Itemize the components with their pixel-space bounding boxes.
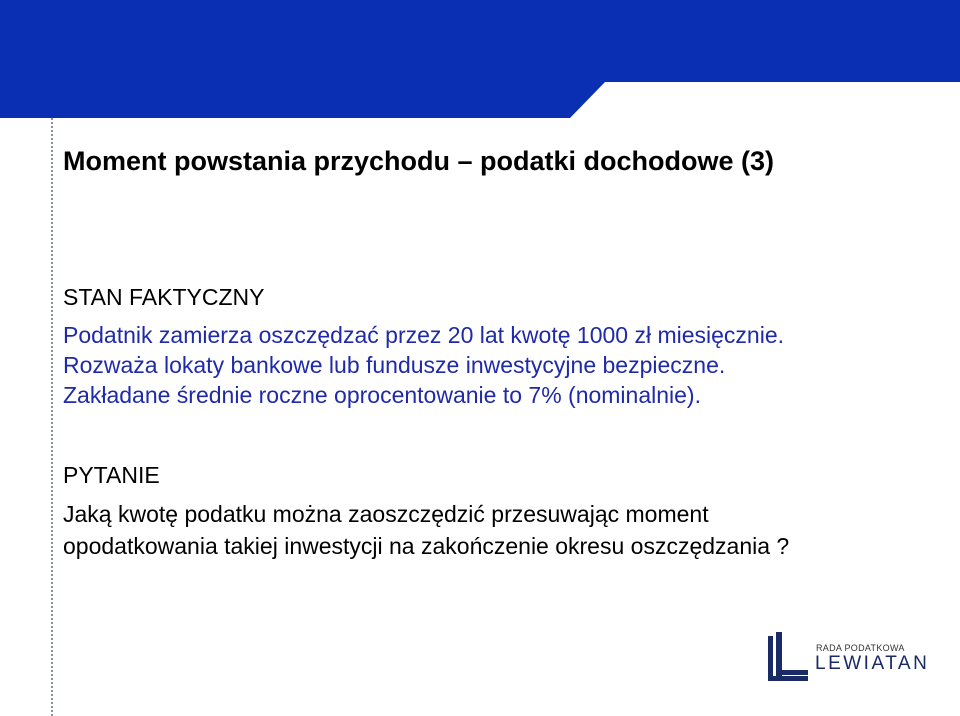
facts-paragraph xyxy=(63,320,784,410)
question-paragraph xyxy=(63,498,789,562)
facts-heading: STAN FAKTYCZNY xyxy=(63,284,265,310)
question-line: Jaką kwotę podatku można zaoszczędzić przesuwając moment xyxy=(63,501,709,527)
question-heading: PYTANIE xyxy=(63,462,160,488)
logo-name: LEWIATAN xyxy=(815,653,930,674)
logo-subtitle: RADA PODATKOWA xyxy=(816,643,905,653)
slide-title: Moment powstania przychodu – podatki dochodowe (3) xyxy=(63,146,775,176)
question-line: opodatkowania takiej inwestycji na zakończenie okresu oszczędzania ? xyxy=(63,533,790,559)
dotted-divider xyxy=(51,118,53,716)
lewiatan-logo xyxy=(766,632,930,688)
facts-line: Rozważa lokaty bankowe lub fundusze inwestycyjne bezpieczne. xyxy=(63,352,726,378)
lewiatan-logo-icon xyxy=(766,632,810,684)
header-band xyxy=(0,0,960,118)
facts-line: Podatnik zamierza oszczędzać przez 20 lat kwotę 1000 zł miesięcznie. xyxy=(63,322,785,348)
facts-line: Zakładane średnie roczne oprocentowanie to 7% (nominalnie). xyxy=(63,382,701,408)
